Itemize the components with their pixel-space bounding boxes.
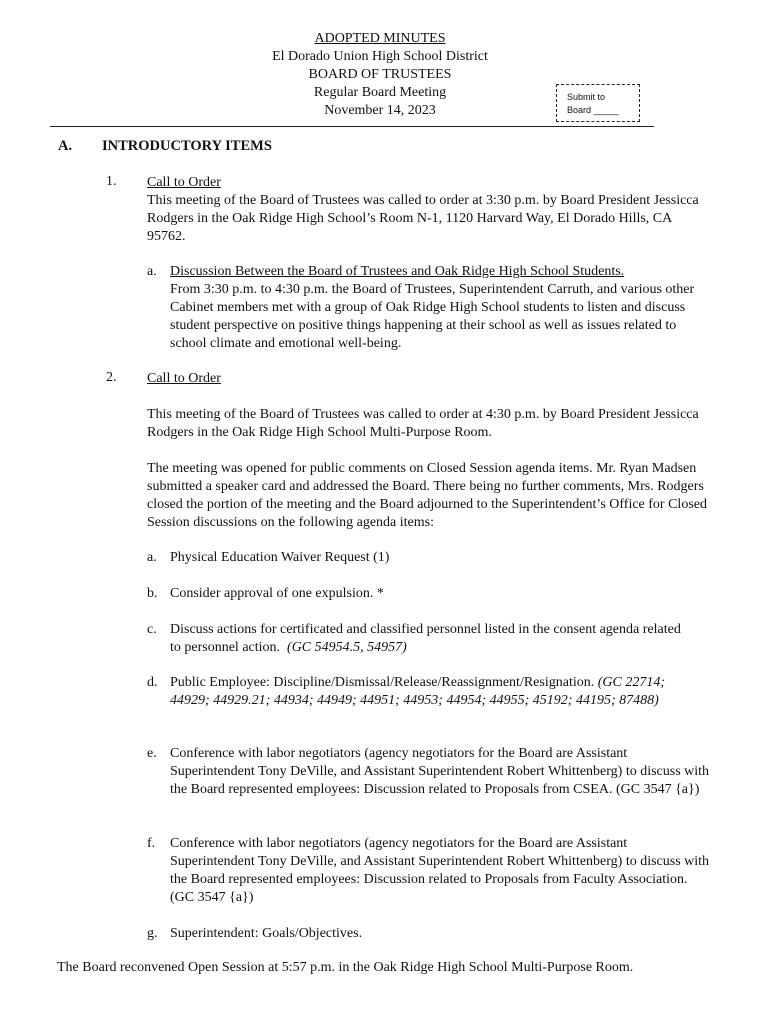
item-1-body: This meeting of the Board of Trustees was called to order at 3:30 p.m. by Board President Jessicca Rodgers in the Oak Ridge High School’s Room N-1, 1120 Harvard Way, El Dorado Hills, CA 95762. <box>147 193 699 244</box>
agenda-b-text: Consider approval of one expulsion. * <box>170 586 384 601</box>
closing-statement: The Board reconvened Open Session at 5:57 p.m. in the Oak Ridge High School Multi-Purpose Room. <box>57 960 634 975</box>
board-name: BOARD OF TRUSTEES <box>308 67 452 82</box>
item-1-heading: Call to Order <box>147 175 221 190</box>
item-1a-body: From 3:30 p.m. to 4:30 p.m. the Board of Trustees, Superintendent Carruth, and various other Cabinet members met with a group of Oak Ridge High School students to listen and discuss student perspective on positive things happening at their school as well as issues related to school climate and emotional well-being. <box>170 282 695 351</box>
item-1-number: 1. <box>106 174 117 189</box>
agenda-a-text: Physical Education Waiver Request (1) <box>170 550 390 565</box>
agenda-g-letter: g. <box>147 926 158 941</box>
item-2-heading: Call to Order <box>147 371 221 386</box>
item-2-para-1: This meeting of the Board of Trustees was called to order at 4:30 p.m. by Board President Jessicca Rodgers in the Oak Ridge High School Multi-Purpose Room. <box>147 407 699 440</box>
item-1a-block <box>170 263 715 353</box>
document-title: ADOPTED MINUTES <box>314 31 446 46</box>
section-title: INTRODUCTORY ITEMS <box>102 138 272 154</box>
item-1a-letter: a. <box>147 264 157 279</box>
agenda-g-text: Superintendent: Goals/Objectives. <box>170 926 363 941</box>
meeting-date: November 14, 2023 <box>324 103 436 118</box>
district-name: El Dorado Union High School District <box>272 49 488 64</box>
agenda-b-letter: b. <box>147 586 158 601</box>
agenda-a-letter: a. <box>147 550 157 565</box>
agenda-c-block <box>170 621 690 657</box>
item-1-block <box>147 174 712 246</box>
agenda-d-text: Public Employee: Discipline/Dismissal/Release/Reassignment/Resignation. <box>170 675 595 690</box>
item-2-heading-block <box>147 370 712 388</box>
agenda-e-letter: e. <box>147 746 157 761</box>
agenda-f-text: Conference with labor negotiators (agency negotiators for the Board are Assistant Superintendent Tony DeVille, and Assistant Superintendent Robert Whittenberg) to discuss with the Board represented employees: Discussion related to Proposals from Faculty Association. (GC 3547 {a}) <box>170 836 710 905</box>
agenda-d-citation: (GC 22714; 44929; 44929.21; 44934; 44949; 44951; 44953; 44954; 44955; 45192; 44195; 87488) <box>170 675 665 708</box>
submit-to-board-stamp <box>556 84 640 122</box>
stamp-line-1: Submit to <box>567 92 606 102</box>
agenda-f-letter: f. <box>147 836 156 851</box>
item-2-para-2: The meeting was opened for public comments on Closed Session agenda items. Mr. Ryan Madsen submitted a speaker card and addressed the Board. There being no further comments, Mrs. Rodgers closed the portion of the meeting and the Board adjourned to the Superintendent’s Office for Closed Session discussions on the following agenda items: <box>147 461 707 530</box>
item-2-number: 2. <box>106 370 117 385</box>
agenda-c-citation: (GC 54954.5, 54957) <box>287 640 407 655</box>
agenda-d-letter: d. <box>147 675 158 690</box>
agenda-d-block <box>170 674 705 710</box>
header-divider <box>50 126 654 127</box>
item-1a-heading: Discussion Between the Board of Trustees and Oak Ridge High School Students. <box>170 264 625 279</box>
meeting-type: Regular Board Meeting <box>313 85 447 100</box>
document-header <box>0 30 760 120</box>
agenda-e-text: Conference with labor negotiators (agency negotiators for the Board are Assistant Superintendent Tony DeVille, and Assistant Superintendent Robert Whittenberg) to discuss with the Board represented employees: Discussion related to Proposals from CSEA. (GC 3547 {a}) <box>170 746 710 797</box>
stamp-line-2: Board _____ <box>567 105 619 115</box>
agenda-c-letter: c. <box>147 622 157 637</box>
section-letter: A. <box>58 138 73 154</box>
agenda-c-text: Discuss actions for certificated and classified personnel listed in the consent agenda related to personnel action. <box>170 622 681 655</box>
